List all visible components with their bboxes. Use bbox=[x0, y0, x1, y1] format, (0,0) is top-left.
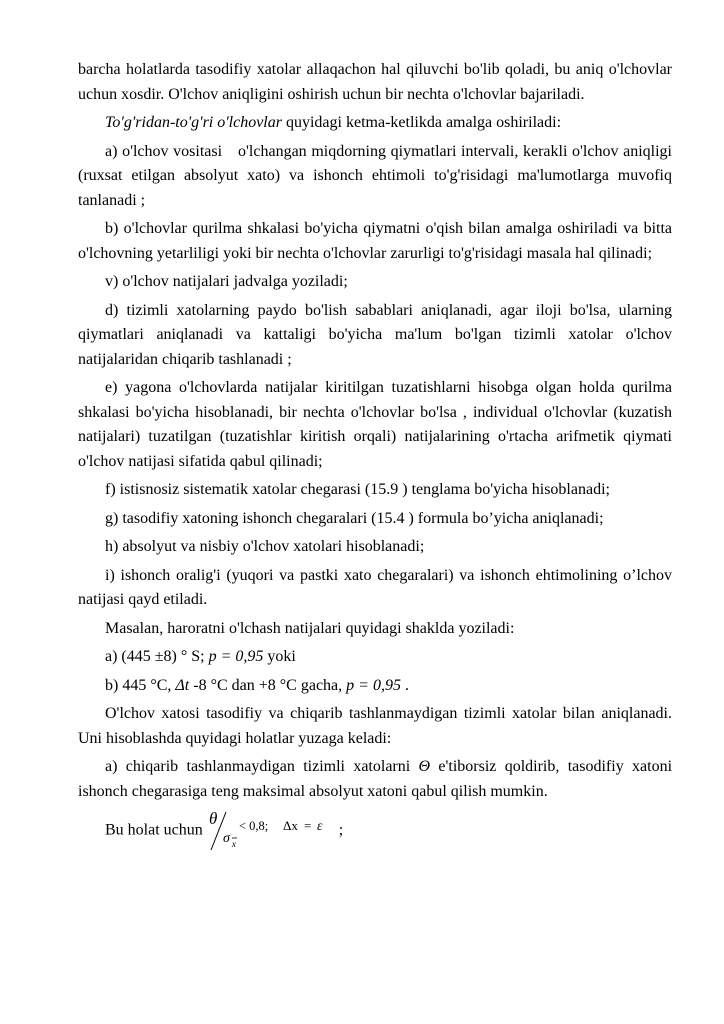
case-condition-end: ; bbox=[334, 821, 344, 839]
formula-denominator-sub: x bbox=[231, 839, 236, 849]
formula-relation-lhs: Δx bbox=[282, 818, 298, 833]
paragraph-direct-measurements bbox=[78, 111, 672, 136]
direct-measurements-term: To'g'ridan-to'g'ri o'lchovlar bbox=[105, 114, 282, 131]
paragraph-intro: barcha holatlarda tasodifiy xatolar allaqachon hal qiluvchi bo'lib qoladi, bu aniq o'lchovlar uchun xosdir. O'lchov aniqligini oshirish uchun bir nechta o'lchovlar bajariladi. bbox=[78, 61, 672, 103]
case-a-rest: e'tiborsiz qoldirib, tasodifiy xatoni ishonch chegarasiga teng maksimal absolyut xatoni qabul qilish mumkin. bbox=[78, 758, 673, 800]
direct-measurements-rest: quyidagi ketma-ketlikda amalga oshiriladi: bbox=[281, 114, 562, 131]
step-g: g) tasodifiy xatoning ishonch chegaralari (15.4 ) formula bo’yicha aniqlanadi; bbox=[105, 509, 604, 527]
formula-numerator: θ bbox=[208, 809, 218, 828]
example-a-probability: p = 0,95 bbox=[208, 648, 264, 665]
ratio-formula-graphic bbox=[207, 808, 335, 854]
example-a bbox=[78, 645, 672, 670]
step-i: i) ishonch oralig'i (yuqori va pastki xato chegaralari) va ishonch ehtimolining o’lchov natijasi qayd etiladi. bbox=[78, 566, 672, 608]
document-page bbox=[78, 58, 672, 858]
step-v: v) o'lchov natijalari jadvalga yoziladi; bbox=[105, 273, 348, 290]
case-a bbox=[78, 755, 672, 804]
example-b-range: -8 °C dan +8 °C gacha, bbox=[189, 676, 347, 694]
step-f: f) istisnosiz sistematik xatolar chegarasi (15.9 ) tenglama bo'yicha hisoblanadi; bbox=[105, 481, 610, 498]
example-b bbox=[78, 674, 672, 699]
case-condition bbox=[78, 808, 672, 854]
paragraph-example: Masalan, haroratni o'lchash natijalari quyidagi shaklda yoziladi: bbox=[105, 619, 515, 637]
formula-relation-eq: = bbox=[303, 818, 312, 833]
case-a-text: a) chiqarib tashlanmaydigan tizimli xatolarni bbox=[105, 758, 419, 775]
case-a-theta: Θ bbox=[418, 758, 431, 775]
example-a-text: a) (445 ±8) ° S; bbox=[105, 648, 209, 665]
formula-denominator: σ bbox=[222, 831, 230, 846]
step-h: h) absolyut va nisbiy o'lchov xatolari hisoblanadi; bbox=[105, 538, 425, 555]
step-e: e) yagona o'lchovlarda natijalar kiritilgan tuzatishlarni hisobga olgan holda qurilma shkalasi bo'yicha hisoblanadi, bir nechta o'lchovlar bo'lsa , individual o'lchovlar (kuzatish natijalari) tuzatilgan (tuzatishlar kiritish orqali) natijalarining o'rtacha arifmetik qiymati o'lchov natijasi sifatida qabul qilinadi; bbox=[78, 379, 672, 470]
case-condition-text: Bu holat uchun bbox=[105, 821, 203, 839]
formula-condition: < 0,8; bbox=[238, 819, 269, 833]
step-a-text: o'lchangan miqdorning qiymatlari intervali, kerakli o'lchov aniqligi (ruxsat etilgan absolyut xato) va ishonch ehtimoli to'g'risidagi ma'lumotlarga muvofiq tanlanadi ; bbox=[78, 142, 673, 209]
step-a bbox=[78, 140, 672, 214]
step-d: d) tizimli xatolarning paydo bo'lish sabablari aniqlanadi, agar iloji bo'lsa, ularning qiymatlari aniqlanadi va kattaligi bo'yicha ma'lum bo'lgan tizimli xatolar o'lchov natijalaridan chiqarib tashlanadi ; bbox=[78, 301, 672, 368]
example-b-probability: p = 0,95 bbox=[346, 676, 401, 694]
paragraph-error: O'lchov xatosi tasodifiy va chiqarib tashlanmaydigan tizimli xatolar bilan aniqlanadi. Uni hisoblashda quyidagi holatlar yuzaga keladi: bbox=[78, 705, 672, 747]
ratio-formula bbox=[207, 808, 335, 854]
step-b: b) o'lchovlar qurilma shkalasi bo'yicha qiymatni o'qish bilan amalga oshiriladi va bitta o'lchovning yetarliligi yoki bir nechta o'lchovlar zarurligi to'g'risidagi masala hal qilinadi; bbox=[78, 220, 672, 262]
formula-relation-rhs: ε bbox=[316, 819, 323, 834]
example-a-tail: yoki bbox=[263, 648, 296, 665]
example-b-delta-t: Δt bbox=[175, 676, 190, 694]
example-b-text: b) 445 °C, bbox=[105, 676, 176, 694]
step-a-label: a) o'lchov vositasi bbox=[105, 142, 223, 160]
example-b-tail: . bbox=[400, 676, 409, 694]
